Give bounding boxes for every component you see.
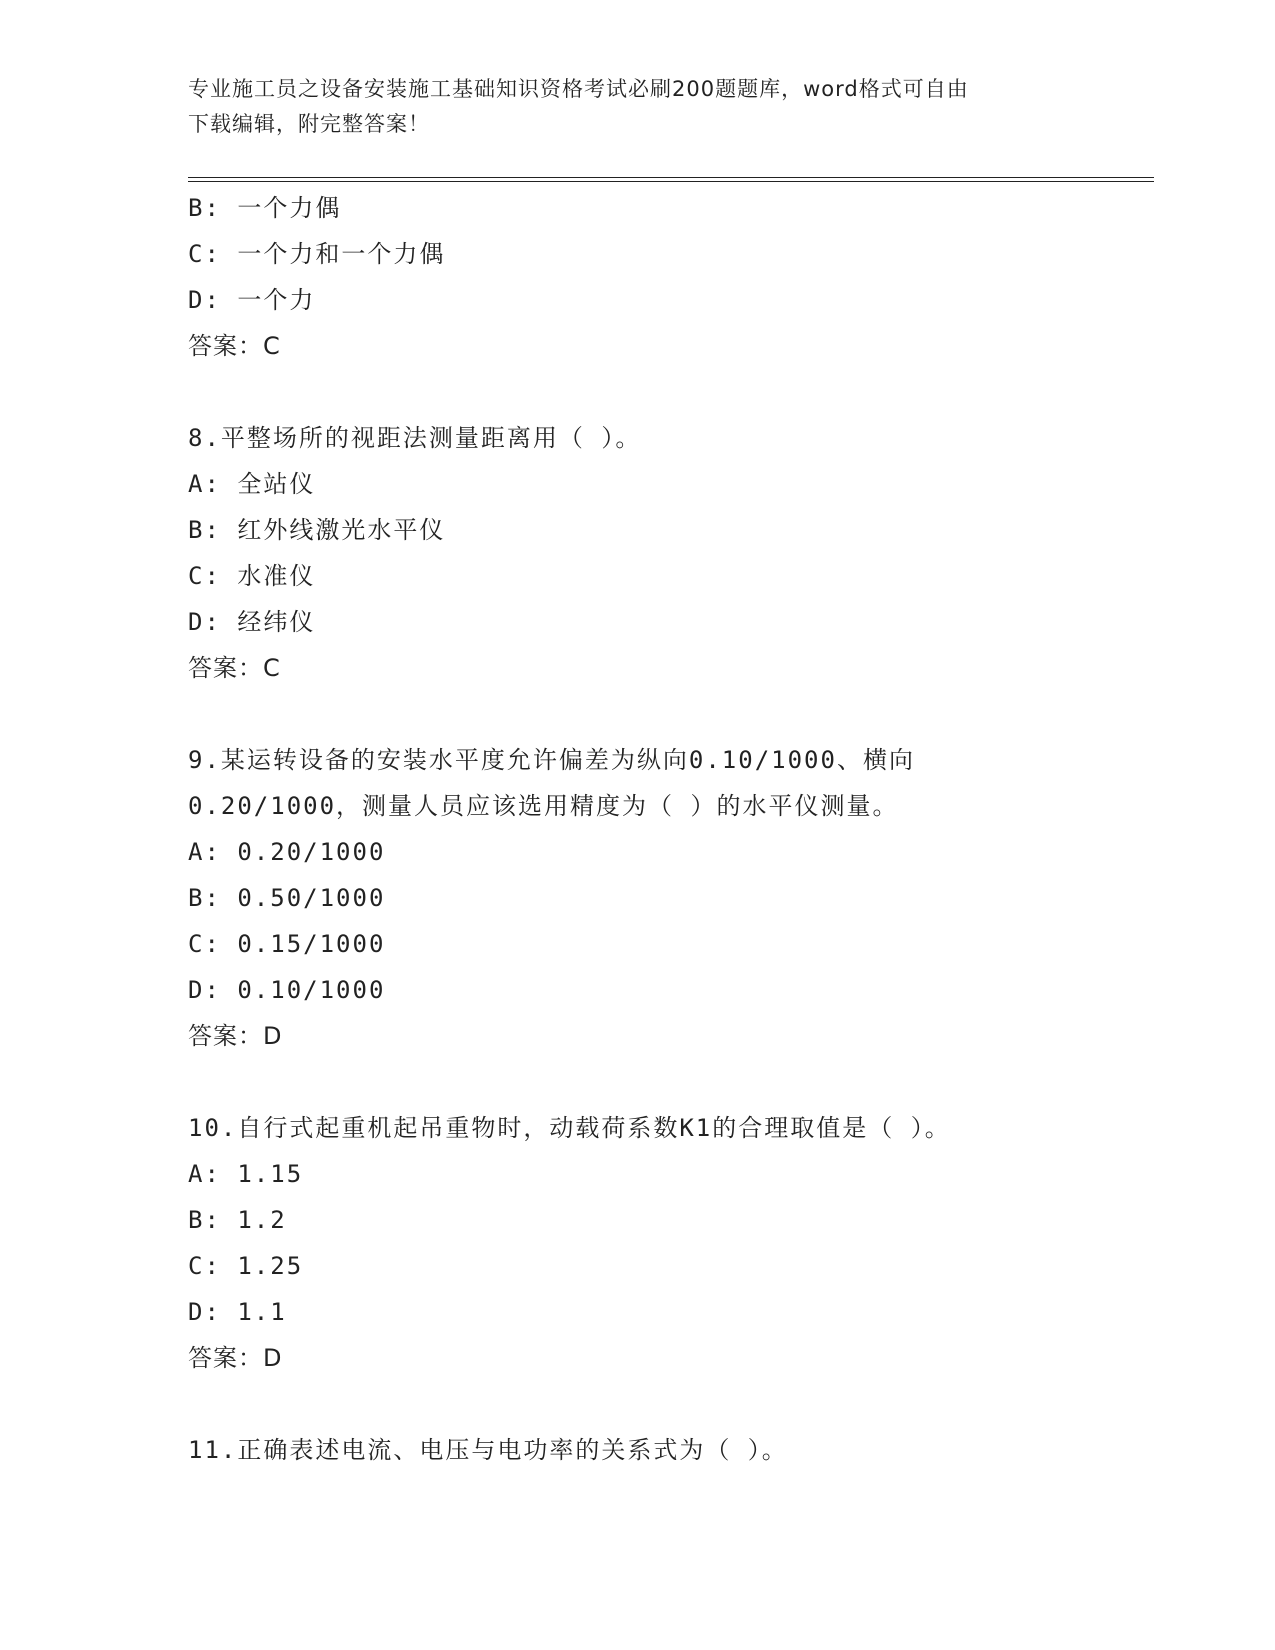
question-text: 10.自行式起重机起吊重物时，动载荷系数K1的合理取值是（ ）。: [188, 1114, 951, 1142]
answer: 答案：C: [188, 654, 281, 682]
question-7-tail: [188, 185, 1154, 369]
option-b: B: 1.2: [188, 1206, 287, 1234]
option-a: A: 1.15: [188, 1160, 304, 1188]
header-line-2: 下载编辑，附完整答案！: [188, 112, 430, 136]
question-text-line-1: 9.某运转设备的安装水平度允许偏差为纵向0.10/1000、横向: [188, 746, 915, 774]
option-d: D: 经纬仪: [188, 608, 316, 636]
question-10: [188, 1105, 1154, 1381]
header-divider-bottom: [188, 181, 1154, 182]
question-text: 11.正确表述电流、电压与电功率的关系式为（ ）。: [188, 1436, 788, 1464]
header-divider-top: [188, 177, 1154, 178]
option-c: C: 1.25: [188, 1252, 304, 1280]
question-list: [188, 185, 1154, 1473]
option-a: A: 全站仪: [188, 470, 316, 498]
option-c: C: 水准仪: [188, 562, 316, 590]
spacer: [188, 1059, 1154, 1105]
spacer: [188, 1381, 1154, 1427]
header-line-1: 专业施工员之设备安装施工基础知识资格考试必刷200题题库，word格式可自由: [188, 77, 969, 101]
question-11: [188, 1427, 1154, 1473]
document-header: [188, 72, 1068, 142]
option-b: B: 一个力偶: [188, 194, 342, 222]
question-8: [188, 415, 1154, 691]
answer: 答案：D: [188, 1022, 283, 1050]
option-d: D: 1.1: [188, 1298, 287, 1326]
question-9: [188, 737, 1154, 1059]
question-text-line-2: 0.20/1000，测量人员应该选用精度为（ ）的水平仪测量。: [188, 792, 899, 820]
option-a: A: 0.20/1000: [188, 838, 386, 866]
option-c: C: 一个力和一个力偶: [188, 240, 446, 268]
spacer: [188, 691, 1154, 737]
option-c: C: 0.15/1000: [188, 930, 386, 958]
option-d: D: 一个力: [188, 286, 316, 314]
answer: 答案：C: [188, 332, 281, 360]
option-b: B: 0.50/1000: [188, 884, 386, 912]
question-text: 8.平整场所的视距法测量距离用（ ）。: [188, 424, 642, 452]
spacer: [188, 369, 1154, 415]
answer: 答案：D: [188, 1344, 283, 1372]
option-b: B: 红外线激光水平仪: [188, 516, 446, 544]
option-d: D: 0.10/1000: [188, 976, 386, 1004]
